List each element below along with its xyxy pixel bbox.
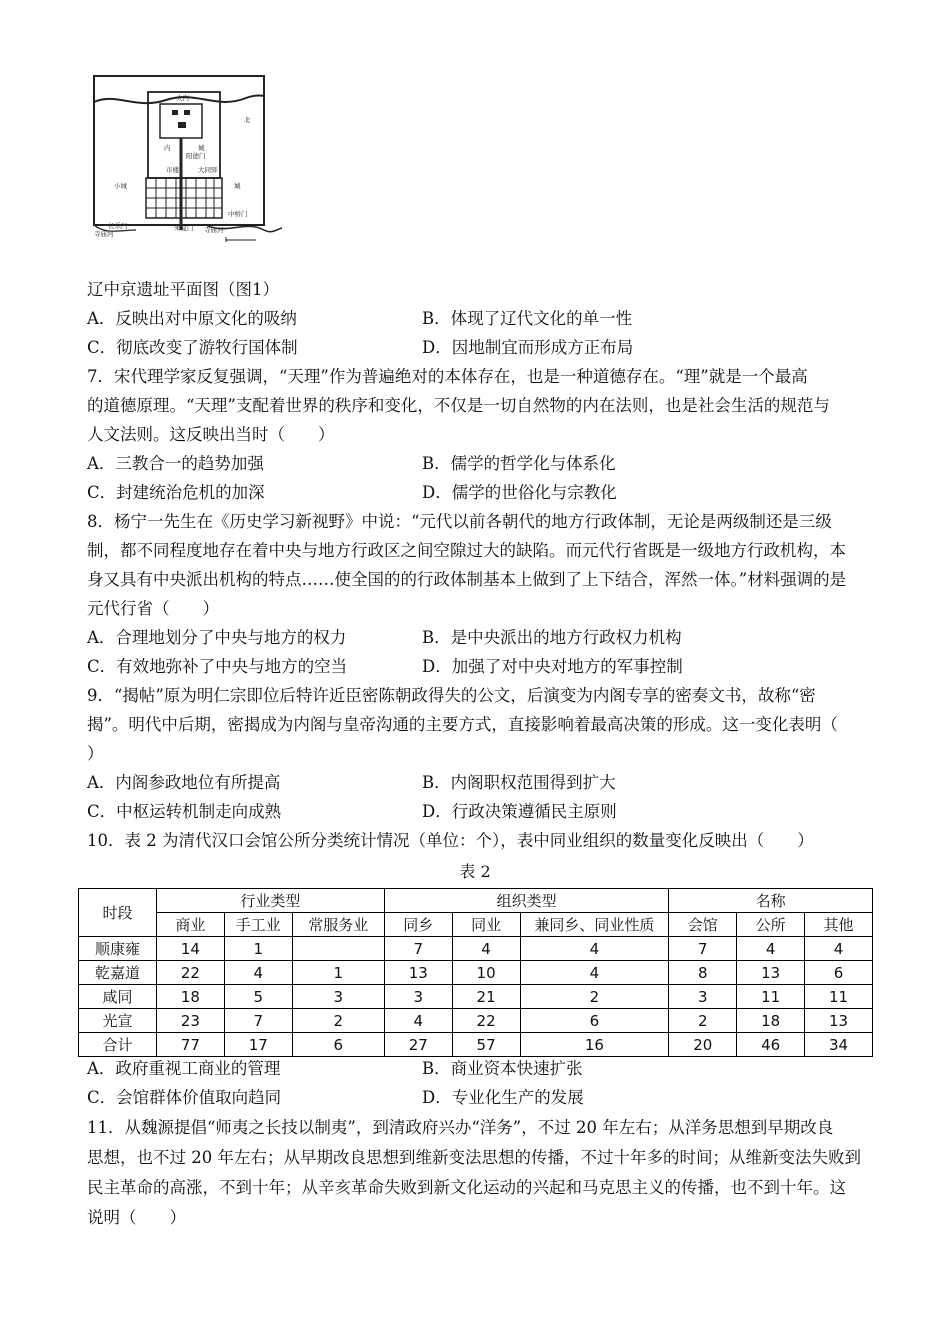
q8-option-c[interactable]: C．有效地弥补了中央与地方的空当: [87, 657, 348, 676]
table-cell: 3: [292, 985, 384, 1009]
q7-option-d[interactable]: D．儒学的世俗化与宗教化: [422, 483, 617, 502]
table-sub-header: 手工业: [224, 913, 292, 937]
table-sub-header: 常服务业: [292, 913, 384, 937]
table-cell: 13: [737, 961, 805, 985]
table-cell: 22: [452, 1009, 520, 1033]
table-cell: 17: [224, 1033, 292, 1057]
q8-stem-line: 身又具有中央派出机构的特点……使全国的的行政体制基本上做到了上下结合，浑然一体。”材料强调的是: [87, 570, 847, 589]
q9-stem-line: 揭”。明代中后期，密揭成为内阁与皇帝沟通的主要方式，直接影响着最高决策的形成。这一变化表明（: [87, 715, 838, 734]
table-cell: 7: [384, 937, 452, 961]
table-group-header: 名称: [669, 889, 873, 913]
table-row-period: 咸同: [79, 985, 157, 1009]
table-cell: 14: [156, 937, 224, 961]
q6-option-b[interactable]: B．体现了辽代文化的单一性: [422, 309, 633, 328]
table-cell: 6: [292, 1033, 384, 1057]
table-cell: 13: [805, 1009, 873, 1033]
map-label-shichang: 市楼: [166, 166, 179, 174]
map-label-nei: 内: [164, 144, 171, 152]
q8-stem-line: 8．杨宁一先生在《历史学习新视野》中说：“元代以前各朝代的地方行政体制，无论是两级制还是三级: [87, 512, 832, 531]
table-cell: 2: [292, 1009, 384, 1033]
table-cell: 18: [737, 1009, 805, 1033]
map-label-xiaocheng: 小城: [114, 182, 127, 190]
table-row-period: 合计: [79, 1033, 157, 1057]
q11-stem-line: 思想，也不过 20 年左右；从早期改良思想到维新变法思想的传播，不过十年多的时间；从维新变法失败到: [87, 1148, 861, 1167]
q10-option-d[interactable]: D．专业化生产的发展: [422, 1088, 584, 1107]
table-cell: 34: [805, 1033, 873, 1057]
q9-option-a[interactable]: A．内阁参政地位有所提高: [87, 773, 281, 792]
q9-option-c[interactable]: C．中枢运转机制走向成熟: [87, 802, 282, 821]
map-label-zhuxia: 朱夏门: [174, 224, 194, 232]
q7-option-b[interactable]: B．儒学的哲学化与体系化: [422, 454, 616, 473]
table-cell: 16: [520, 1033, 669, 1057]
table-row: [79, 937, 873, 961]
table-row-period: 乾嘉道: [79, 961, 157, 985]
table-cell: 4: [520, 937, 669, 961]
table-cell: 22: [156, 961, 224, 985]
q9-stem-line: ）: [87, 744, 104, 763]
q7-stem-line: 7．宋代理学家反复强调，“天理”作为普遍绝对的本体存在，也是一种道德存在。“理”就是一个最高: [87, 367, 808, 386]
table-row-period: 顺康雍: [79, 937, 157, 961]
table-sub-header: 商业: [156, 913, 224, 937]
liao-zhongjing-site-map: [86, 70, 282, 246]
table-cell: 27: [384, 1033, 452, 1057]
table-cell: 4: [224, 961, 292, 985]
table-cell: 4: [384, 1009, 452, 1033]
q10-option-c[interactable]: C．会馆群体价值取向趋同: [87, 1088, 282, 1107]
table-cell: 5: [224, 985, 292, 1009]
q9-option-d[interactable]: D．行政决策遵循民主原则: [422, 802, 617, 821]
table-cell: 3: [384, 985, 452, 1009]
table-cell: 1: [292, 961, 384, 985]
table-cell: 57: [452, 1033, 520, 1057]
table-cell: 1: [224, 937, 292, 961]
table-cell: 7: [224, 1009, 292, 1033]
table-cell: 3: [669, 985, 737, 1009]
map-label-yangdemen: 阳德门: [186, 152, 206, 160]
table-cell: 23: [156, 1009, 224, 1033]
q8-stem-line: 制，都不同程度地存在着中央与地方行政区之间空隙过大的缺陷。而元代行省既是一级地方行政机构，本: [87, 541, 846, 560]
q8-option-b[interactable]: B．是中央派出的地方行政权力机构: [422, 628, 682, 647]
q8-stem-line: 元代行省（ ）: [87, 599, 219, 618]
table-sub-header: 同乡: [384, 913, 452, 937]
table-cell: 4: [520, 961, 669, 985]
table-cell: 21: [452, 985, 520, 1009]
table-title: 表 2: [459, 862, 491, 881]
table-header-period: 时段: [79, 889, 157, 937]
table-cell: 4: [452, 937, 520, 961]
table-sub-header: 公所: [737, 913, 805, 937]
map-label-changle: 长乐门: [108, 222, 128, 230]
q11-stem-line: 民主革命的高涨，不到十年；从辛亥革命失败到新文化运动的兴起和马克思主义的传播，也不到十年。这: [87, 1178, 846, 1197]
table-sub-header: 兼同乡、同业性质: [520, 913, 669, 937]
table-group-header: 组织类型: [384, 889, 669, 913]
table-cell: 11: [805, 985, 873, 1009]
q6-option-a[interactable]: A．反映出对中原文化的吸纳: [87, 309, 297, 328]
q6-option-c[interactable]: C．彻底改变了游牧行国体制: [87, 338, 298, 357]
table-cell: 11: [737, 985, 805, 1009]
table-sub-header: 会馆: [669, 913, 737, 937]
table-cell: 6: [805, 961, 873, 985]
map-label-datong: 大同驿: [198, 166, 218, 174]
table-cell: 6: [520, 1009, 669, 1033]
q11-stem-line: 11．从魏源提倡“师夷之长技以制夷”，到清政府兴办“洋务”，不过 20 年左右；从洋务思想到早期改良: [87, 1118, 834, 1137]
table-row-period: 光宣: [79, 1009, 157, 1033]
q7-option-c[interactable]: C．封建统治危机的加深: [87, 483, 265, 502]
table-cell: [292, 937, 384, 961]
table-cell: 4: [805, 937, 873, 961]
figure-caption: 辽中京遗址平面图（图1）: [87, 280, 279, 299]
table-row: [79, 961, 873, 985]
table-cell: 10: [452, 961, 520, 985]
q11-stem-line: 说明（ ）: [87, 1208, 186, 1227]
q9-stem-line: 9．“揭帖”原为明仁宗即位后特许近臣密陈朝政得失的公文，后演变为内阁专享的密奏文书，故称“密: [87, 686, 816, 705]
table-cell: 8: [669, 961, 737, 985]
q8-option-a[interactable]: A．合理地划分了中央与地方的权力: [87, 628, 347, 647]
table-sub-header: 同业: [452, 913, 520, 937]
table-row: [79, 985, 873, 1009]
table-cell: 77: [156, 1033, 224, 1057]
map-label-north: 北: [244, 116, 251, 124]
table-sub-header: 其他: [805, 913, 873, 937]
table-group-header: 行业类型: [156, 889, 384, 913]
table-cell: 4: [737, 937, 805, 961]
q7-option-a[interactable]: A．三教合一的趋势加强: [87, 454, 264, 473]
table-row: [79, 1033, 873, 1057]
map-label-danei: 大内: [176, 94, 189, 102]
q7-stem-line: 人文法则。这反映出当时（ ）: [87, 425, 335, 444]
map-label-hechi: 寺庙河: [94, 230, 114, 238]
q10-option-a[interactable]: A．政府重视工商业的管理: [87, 1059, 281, 1078]
map-label-zhongqiao: 中桥门: [228, 210, 248, 218]
table-cell: 2: [520, 985, 669, 1009]
q10-stem-line: 10．表 2 为清代汉口会馆公所分类统计情况（单位：个），表中同业组织的数量变化反映出（ ）: [87, 831, 814, 850]
table-cell: 18: [156, 985, 224, 1009]
table-cell: 2: [669, 1009, 737, 1033]
guild-statistics-table: [78, 888, 873, 1057]
map-label-xipen: 寺庙河: [204, 226, 224, 234]
q7-stem-line: 的道德原理。“天理”支配着世界的秩序和变化，不仅是一切自然物的内在法则，也是社会生活的规范与: [87, 396, 830, 415]
table-cell: 46: [737, 1033, 805, 1057]
q6-option-d[interactable]: D．因地制宜而形成方正布局: [422, 338, 634, 357]
table-cell: 13: [384, 961, 452, 985]
map-label-cheng: 城: [198, 144, 205, 152]
q8-option-d[interactable]: D．加强了对中央对地方的军事控制: [422, 657, 683, 676]
q9-option-b[interactable]: B．内阁职权范围得到扩大: [422, 773, 616, 792]
table-cell: 7: [669, 937, 737, 961]
q10-option-b[interactable]: B．商业资本快速扩张: [422, 1059, 583, 1078]
table-cell: 20: [669, 1033, 737, 1057]
map-label-cheng2: 城: [234, 182, 241, 190]
table-row: [79, 1009, 873, 1033]
